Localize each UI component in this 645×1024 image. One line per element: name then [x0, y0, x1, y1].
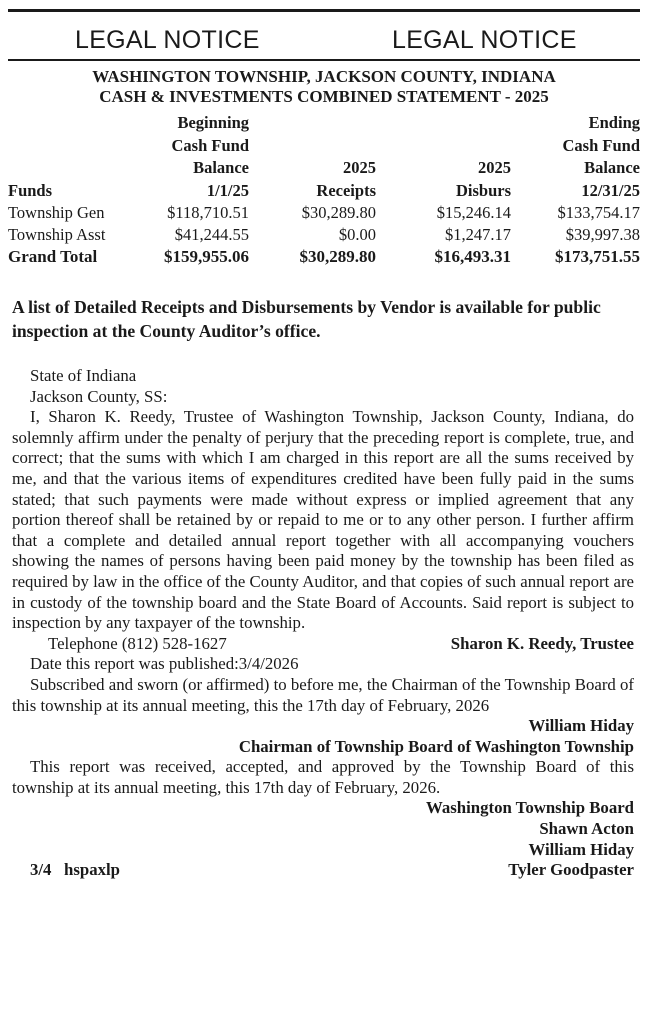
receipts-value: $0.00 [338, 225, 376, 244]
ending-header-2: Cash Fund [562, 135, 640, 155]
header-row [8, 180, 640, 203]
receipts-header-2: Receipts [316, 180, 376, 200]
grand-total-label: Grand Total [8, 247, 98, 266]
total-ending: $173,751.55 [555, 247, 640, 266]
fund-name: Township Asst [8, 225, 106, 244]
county-line: Jackson County, SS: [30, 386, 168, 406]
beginning-header-1: Beginning [177, 113, 249, 132]
approval-statement: This report was received, accepted, and approved by the Township Board of this township at its annual meeting, this 17th day of February, 2026. [12, 757, 634, 797]
disburs-header-1: 2025 [478, 158, 511, 177]
ending-balance: $133,754.17 [557, 203, 640, 222]
signature-row [12, 634, 634, 655]
fund-name: Township Gen [8, 203, 105, 222]
disburs-header-2: Disburs [455, 180, 511, 200]
total-beginning: $159,955.06 [164, 247, 249, 266]
published-date: Date this report was published:3/4/2026 [30, 654, 299, 674]
trustee-signature: Sharon K. Reedy, Trustee [450, 633, 634, 653]
chairman-name: William Hiday [528, 716, 634, 736]
total-receipts: $30,289.80 [299, 247, 376, 266]
beginning-header-3: Balance [193, 158, 249, 177]
ending-header-4: 12/31/25 [581, 180, 640, 200]
header-row [8, 135, 640, 158]
funds-header: Funds [8, 180, 53, 200]
ending-header-3: Balance [584, 158, 640, 177]
header-row [8, 157, 640, 180]
publication-code: 3/4 hspaxlp [30, 860, 121, 880]
beginning-header-2: Cash Fund [171, 135, 249, 155]
grand-total-row [8, 246, 640, 268]
total-disburs: $16,493.31 [434, 247, 511, 266]
disburs-value: $15,246.14 [436, 203, 511, 222]
top-rule [8, 9, 640, 12]
ending-balance: $39,997.38 [565, 225, 640, 244]
beginning-balance: $118,710.51 [167, 203, 249, 222]
header-rule [8, 59, 640, 61]
receipts-header-1: 2025 [343, 158, 376, 177]
affidavit-section [12, 366, 634, 881]
statement-title: CASH & INVESTMENTS COMBINED STATEMENT - 2025 [99, 87, 549, 106]
affidavit-text: I, Sharon K. Reedy, Trustee of Washington Township, Jackson County, Indiana, do solemnly affirm under the penalty of perjury that the preceding report is complete, true, and correct; that the sums with which I am charged in this report are all the sums received by me, and that the various items of expenditures credited have been fully paid in the sums stated; that such payments were made without express or implied agreement that any portion thereof shall be retained by or repaid to me or to any other person. I further affirm that a complete and detailed annual report together with all accompanying vouchers showing the names of persons having been paid money by the township has been filed as required by law in the office of the County Auditor, and that copies of such annual report are in custody of the township board and the State Board of Accounts. Said report is subject to inspection by any taxpayer of the township. [12, 407, 634, 633]
township-title: WASHINGTON TOWNSHIP, JACKSON COUNTY, INDIANA [92, 67, 556, 86]
beginning-balance: $41,244.55 [174, 225, 249, 244]
table-row [8, 224, 640, 246]
receipts-value: $30,289.80 [301, 203, 376, 222]
legal-notice-heading-right: LEGAL NOTICE [392, 26, 577, 54]
table-row [8, 202, 640, 224]
availability-note: A list of Detailed Receipts and Disbursements by Vendor is available for public inspection at the County Auditor’s office. [12, 297, 601, 341]
board-member: William Hiday [528, 839, 634, 859]
board-member: Tyler Goodpaster [508, 860, 634, 880]
chairman-title: Chairman of Township Board of Washington Township [238, 736, 634, 756]
beginning-header-4: 1/1/25 [206, 180, 249, 200]
board-member: Shawn Acton [539, 819, 634, 839]
footer-row [12, 860, 634, 881]
header-row [8, 112, 640, 135]
ending-header-1: Ending [588, 113, 640, 132]
sworn-statement: Subscribed and sworn (or affirmed) to before me, the Chairman of the Township Board of this township at its annual meeting, this the 17th day of February, 2026 [12, 674, 634, 715]
board-name: Washington Township Board [425, 798, 634, 818]
disburs-value: $1,247.17 [445, 225, 511, 244]
telephone-line: Telephone (812) 528-1627 [48, 633, 227, 653]
cash-statement-table [8, 112, 640, 268]
legal-notice-heading-left: LEGAL NOTICE [75, 26, 260, 54]
state-line: State of Indiana [30, 366, 137, 385]
